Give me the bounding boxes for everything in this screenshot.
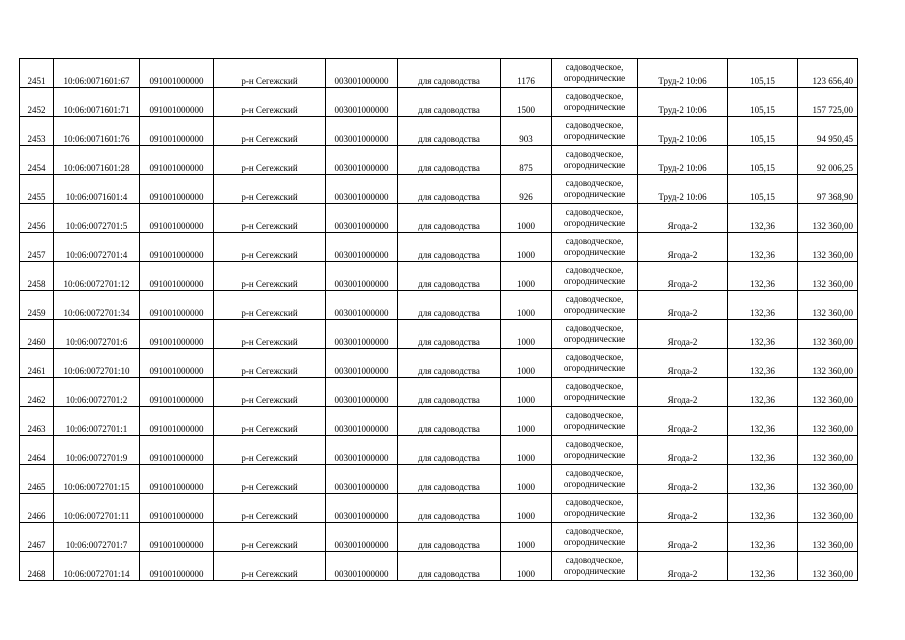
cadastral-number-cell: 10:06:0072701:9	[54, 436, 140, 465]
district-cell: р-н Сегежский	[214, 465, 326, 494]
table-row	[20, 146, 858, 175]
district-cell: р-н Сегежский	[214, 407, 326, 436]
permitted-use-cell: для садоводства	[398, 378, 501, 407]
table-row	[20, 117, 858, 146]
cadastral-value-cell: 132 360,00	[798, 262, 858, 291]
area-cell: 875	[501, 146, 552, 175]
land-category-cell	[552, 88, 638, 117]
land-category-cell	[552, 494, 638, 523]
land-category-line-1: садоводческое,	[565, 352, 624, 362]
table-row	[20, 407, 858, 436]
specific-value-cell: 132,36	[728, 552, 798, 581]
land-category-line-1: садоводческое,	[565, 207, 624, 217]
permitted-use-cell: для садоводства	[398, 465, 501, 494]
permitted-use-cell: для садоводства	[398, 320, 501, 349]
cadastral-number-cell: 10:06:0072701:10	[54, 349, 140, 378]
permitted-use-cell: для садоводства	[398, 233, 501, 262]
district-cell: р-н Сегежский	[214, 146, 326, 175]
area-cell: 1000	[501, 407, 552, 436]
category-code-cell: 003001000000	[326, 59, 398, 88]
land-category-line-2: огороднические	[563, 189, 626, 199]
table-row	[20, 436, 858, 465]
settlement-cell: Ягода-2	[638, 291, 728, 320]
land-category-cell	[552, 378, 638, 407]
table-row	[20, 523, 858, 552]
land-category-line-2: огороднические	[563, 160, 626, 170]
land-category-line-2: огороднические	[563, 508, 626, 518]
category-code-cell: 003001000000	[326, 552, 398, 581]
land-category-line-1: садоводческое,	[565, 120, 624, 130]
land-category-cell	[552, 349, 638, 378]
area-cell: 1000	[501, 262, 552, 291]
land-category-cell	[552, 291, 638, 320]
specific-value-cell: 105,15	[728, 117, 798, 146]
permitted-use-cell: для садоводства	[398, 349, 501, 378]
cadastral-number-cell: 10:06:0072701:1	[54, 407, 140, 436]
area-cell: 1000	[501, 291, 552, 320]
cadastral-number-cell: 10:06:0072701:2	[54, 378, 140, 407]
land-category-line-1: садоводческое,	[565, 323, 624, 333]
specific-value-cell: 132,36	[728, 523, 798, 552]
cadastral-number-cell: 10:06:0071601:71	[54, 88, 140, 117]
area-cell: 1000	[501, 494, 552, 523]
land-category-line-2: огороднические	[563, 102, 626, 112]
settlement-cell: Ягода-2	[638, 262, 728, 291]
table-row	[20, 291, 858, 320]
okato-code-cell: 091001000000	[140, 262, 214, 291]
okato-code-cell: 091001000000	[140, 436, 214, 465]
district-cell: р-н Сегежский	[214, 494, 326, 523]
row-number-cell: 2455	[20, 175, 54, 204]
table-row	[20, 175, 858, 204]
area-cell: 1000	[501, 233, 552, 262]
cadastral-number-cell: 10:06:0072701:34	[54, 291, 140, 320]
land-plots-table	[19, 58, 858, 581]
area-cell: 903	[501, 117, 552, 146]
row-number-cell: 2462	[20, 378, 54, 407]
land-category-line-2: огороднические	[563, 73, 626, 83]
okato-code-cell: 091001000000	[140, 552, 214, 581]
land-category-cell	[552, 436, 638, 465]
specific-value-cell: 132,36	[728, 320, 798, 349]
permitted-use-cell: для садоводства	[398, 175, 501, 204]
row-number-cell: 2458	[20, 262, 54, 291]
district-cell: р-н Сегежский	[214, 291, 326, 320]
permitted-use-cell: для садоводства	[398, 262, 501, 291]
settlement-cell: Труд-2 10:06	[638, 146, 728, 175]
okato-code-cell: 091001000000	[140, 175, 214, 204]
cadastral-value-cell: 94 950,45	[798, 117, 858, 146]
land-category-line-2: огороднические	[563, 566, 626, 576]
cadastral-value-cell: 132 360,00	[798, 204, 858, 233]
land-category-line-1: садоводческое,	[565, 410, 624, 420]
land-category-line-1: садоводческое,	[565, 439, 624, 449]
permitted-use-cell: для садоводства	[398, 494, 501, 523]
cadastral-number-cell: 10:06:0071601:4	[54, 175, 140, 204]
row-number-cell: 2456	[20, 204, 54, 233]
cadastral-value-cell: 132 360,00	[798, 523, 858, 552]
settlement-cell: Труд-2 10:06	[638, 175, 728, 204]
district-cell: р-н Сегежский	[214, 88, 326, 117]
land-category-line-1: садоводческое,	[565, 497, 624, 507]
district-cell: р-н Сегежский	[214, 436, 326, 465]
okato-code-cell: 091001000000	[140, 349, 214, 378]
row-number-cell: 2465	[20, 465, 54, 494]
category-code-cell: 003001000000	[326, 117, 398, 146]
land-category-cell	[552, 233, 638, 262]
specific-value-cell: 105,15	[728, 146, 798, 175]
land-category-line-2: огороднические	[563, 276, 626, 286]
permitted-use-cell: для садоводства	[398, 59, 501, 88]
table-row	[20, 59, 858, 88]
land-category-line-1: садоводческое,	[565, 236, 624, 246]
specific-value-cell: 132,36	[728, 233, 798, 262]
area-cell: 1000	[501, 378, 552, 407]
okato-code-cell: 091001000000	[140, 320, 214, 349]
category-code-cell: 003001000000	[326, 436, 398, 465]
land-category-line-2: огороднические	[563, 131, 626, 141]
okato-code-cell: 091001000000	[140, 117, 214, 146]
cadastral-value-cell: 157 725,00	[798, 88, 858, 117]
land-category-cell	[552, 59, 638, 88]
district-cell: р-н Сегежский	[214, 320, 326, 349]
settlement-cell: Ягода-2	[638, 349, 728, 378]
row-number-cell: 2460	[20, 320, 54, 349]
district-cell: р-н Сегежский	[214, 552, 326, 581]
row-number-cell: 2459	[20, 291, 54, 320]
category-code-cell: 003001000000	[326, 204, 398, 233]
area-cell: 1000	[501, 204, 552, 233]
land-category-line-1: садоводческое,	[565, 149, 624, 159]
land-category-line-1: садоводческое,	[565, 62, 624, 72]
settlement-cell: Ягода-2	[638, 233, 728, 262]
category-code-cell: 003001000000	[326, 523, 398, 552]
cadastral-value-cell: 132 360,00	[798, 349, 858, 378]
land-category-line-2: огороднические	[563, 421, 626, 431]
okato-code-cell: 091001000000	[140, 88, 214, 117]
specific-value-cell: 132,36	[728, 436, 798, 465]
cadastral-value-cell: 97 368,90	[798, 175, 858, 204]
category-code-cell: 003001000000	[326, 349, 398, 378]
district-cell: р-н Сегежский	[214, 117, 326, 146]
specific-value-cell: 105,15	[728, 175, 798, 204]
table-row	[20, 494, 858, 523]
specific-value-cell: 132,36	[728, 407, 798, 436]
settlement-cell: Ягода-2	[638, 465, 728, 494]
specific-value-cell: 132,36	[728, 494, 798, 523]
row-number-cell: 2452	[20, 88, 54, 117]
specific-value-cell: 105,15	[728, 59, 798, 88]
row-number-cell: 2457	[20, 233, 54, 262]
district-cell: р-н Сегежский	[214, 349, 326, 378]
permitted-use-cell: для садоводства	[398, 204, 501, 233]
category-code-cell: 003001000000	[326, 262, 398, 291]
land-category-line-2: огороднические	[563, 218, 626, 228]
settlement-cell: Ягода-2	[638, 494, 728, 523]
settlement-cell: Ягода-2	[638, 523, 728, 552]
land-category-cell	[552, 204, 638, 233]
row-number-cell: 2451	[20, 59, 54, 88]
area-cell: 1000	[501, 465, 552, 494]
land-category-line-1: садоводческое,	[565, 468, 624, 478]
cadastral-number-cell: 10:06:0071601:67	[54, 59, 140, 88]
land-category-line-2: огороднические	[563, 363, 626, 373]
settlement-cell: Труд-2 10:06	[638, 88, 728, 117]
row-number-cell: 2463	[20, 407, 54, 436]
category-code-cell: 003001000000	[326, 291, 398, 320]
cadastral-value-cell: 132 360,00	[798, 552, 858, 581]
table-row	[20, 378, 858, 407]
land-category-cell	[552, 117, 638, 146]
land-category-line-1: садоводческое,	[565, 381, 624, 391]
district-cell: р-н Сегежский	[214, 523, 326, 552]
table-row	[20, 320, 858, 349]
area-cell: 1500	[501, 88, 552, 117]
cadastral-value-cell: 132 360,00	[798, 320, 858, 349]
district-cell: р-н Сегежский	[214, 378, 326, 407]
land-category-cell	[552, 465, 638, 494]
row-number-cell: 2464	[20, 436, 54, 465]
cadastral-number-cell: 10:06:0071601:76	[54, 117, 140, 146]
cadastral-number-cell: 10:06:0072701:4	[54, 233, 140, 262]
specific-value-cell: 132,36	[728, 262, 798, 291]
area-cell: 1000	[501, 552, 552, 581]
okato-code-cell: 091001000000	[140, 233, 214, 262]
settlement-cell: Ягода-2	[638, 204, 728, 233]
cadastral-value-cell: 132 360,00	[798, 378, 858, 407]
land-category-line-2: огороднические	[563, 334, 626, 344]
settlement-cell: Труд-2 10:06	[638, 117, 728, 146]
land-category-line-1: садоводческое,	[565, 526, 624, 536]
settlement-cell: Ягода-2	[638, 436, 728, 465]
land-category-cell	[552, 262, 638, 291]
category-code-cell: 003001000000	[326, 175, 398, 204]
okato-code-cell: 091001000000	[140, 523, 214, 552]
cadastral-number-cell: 10:06:0072701:11	[54, 494, 140, 523]
table-row	[20, 233, 858, 262]
permitted-use-cell: для садоводства	[398, 146, 501, 175]
area-cell: 1000	[501, 349, 552, 378]
row-number-cell: 2454	[20, 146, 54, 175]
row-number-cell: 2467	[20, 523, 54, 552]
table-body	[20, 59, 858, 581]
cadastral-value-cell: 92 006,25	[798, 146, 858, 175]
okato-code-cell: 091001000000	[140, 378, 214, 407]
cadastral-value-cell: 132 360,00	[798, 465, 858, 494]
permitted-use-cell: для садоводства	[398, 552, 501, 581]
row-number-cell: 2453	[20, 117, 54, 146]
table-row	[20, 204, 858, 233]
row-number-cell: 2468	[20, 552, 54, 581]
land-category-line-1: садоводческое,	[565, 555, 624, 565]
category-code-cell: 003001000000	[326, 88, 398, 117]
land-category-line-1: садоводческое,	[565, 265, 624, 275]
specific-value-cell: 132,36	[728, 204, 798, 233]
permitted-use-cell: для садоводства	[398, 117, 501, 146]
land-category-cell	[552, 407, 638, 436]
specific-value-cell: 132,36	[728, 349, 798, 378]
cadastral-value-cell: 132 360,00	[798, 494, 858, 523]
category-code-cell: 003001000000	[326, 407, 398, 436]
specific-value-cell: 105,15	[728, 88, 798, 117]
land-category-line-2: огороднические	[563, 305, 626, 315]
land-category-line-2: огороднические	[563, 537, 626, 547]
land-category-line-2: огороднические	[563, 479, 626, 489]
settlement-cell: Ягода-2	[638, 378, 728, 407]
area-cell: 1000	[501, 436, 552, 465]
cadastral-number-cell: 10:06:0072701:15	[54, 465, 140, 494]
cadastral-value-cell: 132 360,00	[798, 291, 858, 320]
okato-code-cell: 091001000000	[140, 291, 214, 320]
land-category-line-1: садоводческое,	[565, 294, 624, 304]
category-code-cell: 003001000000	[326, 378, 398, 407]
category-code-cell: 003001000000	[326, 465, 398, 494]
table-row	[20, 349, 858, 378]
permitted-use-cell: для садоводства	[398, 436, 501, 465]
permitted-use-cell: для садоводства	[398, 88, 501, 117]
row-number-cell: 2466	[20, 494, 54, 523]
category-code-cell: 003001000000	[326, 320, 398, 349]
land-category-line-1: садоводческое,	[565, 91, 624, 101]
area-cell: 926	[501, 175, 552, 204]
category-code-cell: 003001000000	[326, 494, 398, 523]
district-cell: р-н Сегежский	[214, 204, 326, 233]
cadastral-number-cell: 10:06:0072701:6	[54, 320, 140, 349]
okato-code-cell: 091001000000	[140, 407, 214, 436]
settlement-cell: Ягода-2	[638, 552, 728, 581]
table-row	[20, 465, 858, 494]
permitted-use-cell: для садоводства	[398, 407, 501, 436]
cadastral-number-cell: 10:06:0072701:7	[54, 523, 140, 552]
cadastral-number-cell: 10:06:0072701:12	[54, 262, 140, 291]
land-category-cell	[552, 320, 638, 349]
land-category-line-2: огороднические	[563, 247, 626, 257]
land-category-cell	[552, 146, 638, 175]
district-cell: р-н Сегежский	[214, 262, 326, 291]
settlement-cell: Ягода-2	[638, 407, 728, 436]
okato-code-cell: 091001000000	[140, 146, 214, 175]
table-row	[20, 262, 858, 291]
cadastral-number-cell: 10:06:0072701:14	[54, 552, 140, 581]
okato-code-cell: 091001000000	[140, 59, 214, 88]
district-cell: р-н Сегежский	[214, 59, 326, 88]
cadastral-number-cell: 10:06:0071601:28	[54, 146, 140, 175]
specific-value-cell: 132,36	[728, 291, 798, 320]
land-category-line-1: садоводческое,	[565, 178, 624, 188]
okato-code-cell: 091001000000	[140, 204, 214, 233]
okato-code-cell: 091001000000	[140, 494, 214, 523]
area-cell: 1176	[501, 59, 552, 88]
land-category-cell	[552, 523, 638, 552]
area-cell: 1000	[501, 523, 552, 552]
category-code-cell: 003001000000	[326, 233, 398, 262]
okato-code-cell: 091001000000	[140, 465, 214, 494]
land-category-cell	[552, 552, 638, 581]
specific-value-cell: 132,36	[728, 378, 798, 407]
land-category-line-2: огороднические	[563, 450, 626, 460]
row-number-cell: 2461	[20, 349, 54, 378]
specific-value-cell: 132,36	[728, 465, 798, 494]
category-code-cell: 003001000000	[326, 146, 398, 175]
area-cell: 1000	[501, 320, 552, 349]
district-cell: р-н Сегежский	[214, 233, 326, 262]
cadastral-value-cell: 123 656,40	[798, 59, 858, 88]
settlement-cell: Ягода-2	[638, 320, 728, 349]
land-category-line-2: огороднические	[563, 392, 626, 402]
cadastral-value-cell: 132 360,00	[798, 233, 858, 262]
table-row	[20, 552, 858, 581]
settlement-cell: Труд-2 10:06	[638, 59, 728, 88]
cadastral-number-cell: 10:06:0072701:5	[54, 204, 140, 233]
cadastral-value-cell: 132 360,00	[798, 407, 858, 436]
cadastral-value-cell: 132 360,00	[798, 436, 858, 465]
land-category-cell	[552, 175, 638, 204]
district-cell: р-н Сегежский	[214, 175, 326, 204]
permitted-use-cell: для садоводства	[398, 291, 501, 320]
table-row	[20, 88, 858, 117]
permitted-use-cell: для садоводства	[398, 523, 501, 552]
